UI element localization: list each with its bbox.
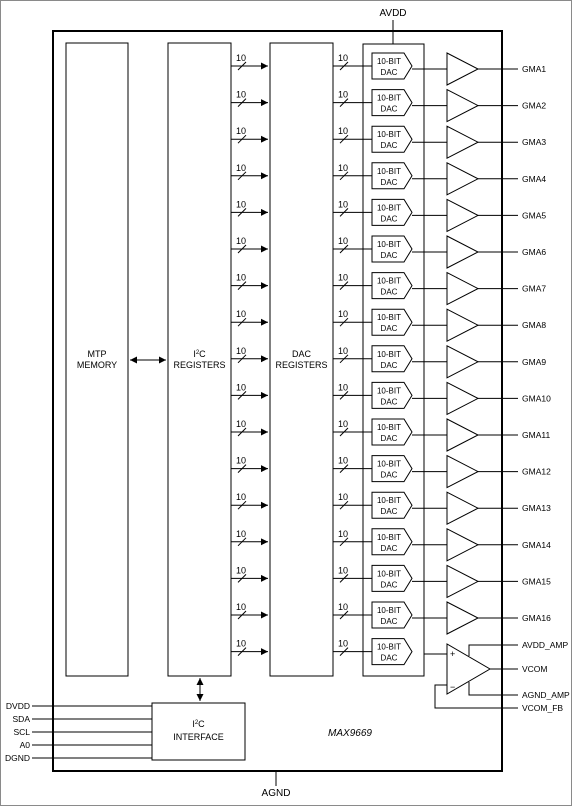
channel-row	[231, 639, 412, 665]
agnd-label: AGND	[261, 788, 291, 799]
bus-width-label: 10	[338, 309, 349, 320]
output-pin-label: GMA7	[522, 283, 547, 294]
channel-row	[231, 565, 551, 597]
buffer-amplifier	[447, 565, 478, 597]
avdd-label: AVDD	[379, 8, 407, 19]
bus-width-label: 10	[338, 199, 349, 210]
vcom-amplifier	[424, 644, 518, 708]
i2c-registers-label-line1: $I^2C$	[193, 349, 206, 359]
bus-width-label: 10	[236, 162, 247, 173]
channel-row	[231, 529, 551, 561]
i2c-interface-block	[152, 703, 245, 760]
dac-label-line1: 10-BIT	[376, 459, 402, 469]
dac-label-line1: 10-BIT	[376, 313, 402, 323]
part-number: MAX9669	[328, 728, 372, 739]
vcom-pin-label: VCOM	[522, 664, 548, 674]
i2c-interface-label-line1: $I^2C$	[192, 719, 205, 729]
channel-row	[231, 53, 546, 85]
mtp-memory-block	[66, 43, 128, 676]
dac-label-line1: 10-BIT	[376, 57, 402, 66]
dac-label-line2: DAC	[380, 617, 398, 626]
dac-label-line2: DAC	[380, 177, 398, 187]
dac-registers-block	[270, 43, 333, 676]
channel-row	[231, 456, 551, 488]
bus-width-label: 10	[338, 492, 349, 503]
output-pin-label: GMA5	[522, 210, 547, 221]
output-pin-label: GMA9	[522, 356, 547, 367]
dac-label-line2: DAC	[380, 543, 398, 553]
buffer-amplifier	[447, 126, 478, 158]
bus-width-label: 10	[236, 345, 247, 356]
bus-width-label: 10	[338, 455, 349, 466]
bus-width-label: 10	[236, 309, 247, 320]
buffer-amplifier	[447, 456, 478, 488]
bus-width-label: 10	[338, 162, 349, 173]
bus-width-label: 10	[338, 382, 349, 393]
dac-label-line2: DAC	[380, 287, 398, 297]
dac-label-line1: 10-BIT	[376, 496, 402, 506]
bus-width-label: 10	[236, 492, 247, 503]
output-pin-label: GMA8	[522, 320, 547, 331]
dac-label-line1: 10-BIT	[376, 166, 402, 176]
dac-label-line1: 10-BIT	[376, 642, 402, 652]
dac-label-line2: DAC	[380, 104, 398, 114]
dac-registers-label-line1: DAC	[291, 349, 312, 359]
output-pin-label: GMA16	[522, 613, 551, 623]
bus-width-label: 10	[236, 272, 247, 283]
mtp-label-line2: MEMORY	[76, 360, 118, 370]
bus-width-label: 10	[338, 126, 349, 137]
i2c-registers-label-line2: REGISTERS	[173, 360, 226, 370]
dac-label-line2: DAC	[380, 324, 398, 334]
buffer-amplifier	[447, 273, 478, 305]
bus-width-label: 10	[338, 602, 349, 612]
bus-width-label: 10	[338, 272, 349, 283]
dac-label-line2: DAC	[380, 214, 398, 224]
vcom-pin-label: AVDD_AMP	[522, 640, 569, 650]
bus-width-label: 10	[236, 89, 247, 100]
channel-row	[231, 126, 546, 158]
dac-label-line2: DAC	[380, 470, 398, 480]
bus-width-label: 10	[236, 565, 247, 576]
dac-label-line1: 10-BIT	[376, 240, 402, 249]
buffer-amplifier	[447, 163, 478, 195]
dac-label-line2: DAC	[380, 397, 398, 407]
buffer-amplifier	[447, 419, 478, 451]
bus-width-label: 10	[338, 345, 349, 356]
vcom-pin-label: VCOM_FB	[522, 703, 564, 713]
buffer-amplifier	[447, 236, 478, 268]
i2c-registers-block	[168, 43, 231, 676]
dac-label-line2: DAC	[380, 580, 398, 590]
bus-width-label: 10	[338, 89, 349, 100]
output-pin-label: GMA13	[522, 503, 551, 514]
bus-width-label: 10	[236, 236, 247, 246]
vcom-pin-label: AGND_AMP	[522, 690, 570, 700]
channel-row	[231, 236, 546, 268]
bus-width-label: 10	[338, 419, 349, 429]
dac-label-line1: 10-BIT	[376, 386, 402, 396]
channel-row	[231, 602, 551, 634]
dac-label-line1: 10-BIT	[376, 569, 402, 579]
left-pin-label: SDA	[12, 714, 30, 724]
output-pin-label: GMA6	[522, 247, 547, 257]
bus-width-label: 10	[236, 455, 247, 466]
dac-label-line2: DAC	[380, 68, 398, 77]
output-pin-label: GMA1	[522, 64, 547, 74]
dac-label-line1: 10-BIT	[376, 423, 402, 432]
channel-row	[231, 163, 546, 195]
dac-label-line2: DAC	[380, 360, 398, 370]
bus-width-label: 10	[338, 53, 349, 63]
output-pin-label: GMA14	[522, 539, 551, 550]
left-pin-label: SCL	[13, 727, 30, 737]
dac-label-line1: 10-BIT	[376, 93, 402, 103]
bus-width-label: 10	[236, 419, 247, 429]
buffer-amplifier	[447, 346, 478, 378]
buffer-amplifier	[447, 199, 478, 231]
buffer-amplifier	[447, 529, 478, 561]
vcom-amp-plus: +	[450, 649, 456, 659]
dac-label-line1: 10-BIT	[376, 349, 402, 359]
output-pin-label: GMA15	[522, 576, 551, 587]
dac-label-line2: DAC	[380, 434, 398, 443]
dac-label-line2: DAC	[380, 141, 398, 151]
output-pin-label: GMA12	[522, 466, 551, 477]
dac-label-line1: 10-BIT	[376, 532, 402, 542]
output-pin-label: GMA10	[522, 393, 551, 404]
buffer-amplifier	[447, 309, 478, 341]
output-pin-label: GMA2	[522, 100, 547, 111]
bus-width-label: 10	[338, 236, 349, 246]
buffer-amplifier	[447, 90, 478, 122]
dac-label-line1: 10-BIT	[376, 203, 402, 213]
channel-row	[231, 382, 551, 414]
bus-width-label: 10	[338, 638, 349, 649]
channel-row	[231, 492, 551, 524]
bus-width-label: 10	[338, 565, 349, 576]
left-pin-label: DGND	[4, 753, 30, 763]
channel-row	[231, 273, 546, 305]
dac-registers-label-line2: REGISTERS	[275, 360, 328, 370]
buffer-amplifier	[447, 53, 478, 85]
bus-width-label: 10	[236, 126, 247, 137]
bus-width-label: 10	[236, 528, 247, 539]
buffer-amplifier	[447, 492, 478, 524]
output-pin-label: GMA3	[522, 137, 547, 148]
dac-label-line1: 10-BIT	[376, 130, 402, 140]
channel-row	[231, 309, 546, 341]
bus-width-label: 10	[236, 199, 247, 210]
mtp-label-line1: MTP	[87, 349, 107, 359]
dac-label-line1: 10-BIT	[376, 276, 402, 286]
dac-label-line1: 10-BIT	[376, 606, 402, 615]
bus-width-label: 10	[236, 638, 247, 649]
buffer-amplifier	[447, 382, 478, 414]
dac-label-line2: DAC	[380, 507, 398, 517]
i2c-interface-label-line2: INTERFACE	[173, 732, 224, 742]
dac-label-line2: DAC	[380, 653, 398, 663]
channel-row	[231, 90, 546, 122]
bus-width-label: 10	[236, 53, 247, 63]
bus-width-label: 10	[338, 528, 349, 539]
dac-label-line2: DAC	[380, 251, 398, 260]
left-pin-label: DVDD	[5, 701, 30, 711]
bus-width-label: 10	[236, 602, 247, 612]
buffer-amplifier	[447, 602, 478, 634]
vcom-amp-minus: −	[450, 682, 456, 692]
bus-width-label: 10	[236, 382, 247, 393]
output-pin-label: GMA11	[522, 430, 551, 440]
channel-row	[231, 199, 546, 231]
output-pin-label: GMA4	[522, 173, 547, 184]
left-pin-label: A0	[19, 740, 30, 750]
